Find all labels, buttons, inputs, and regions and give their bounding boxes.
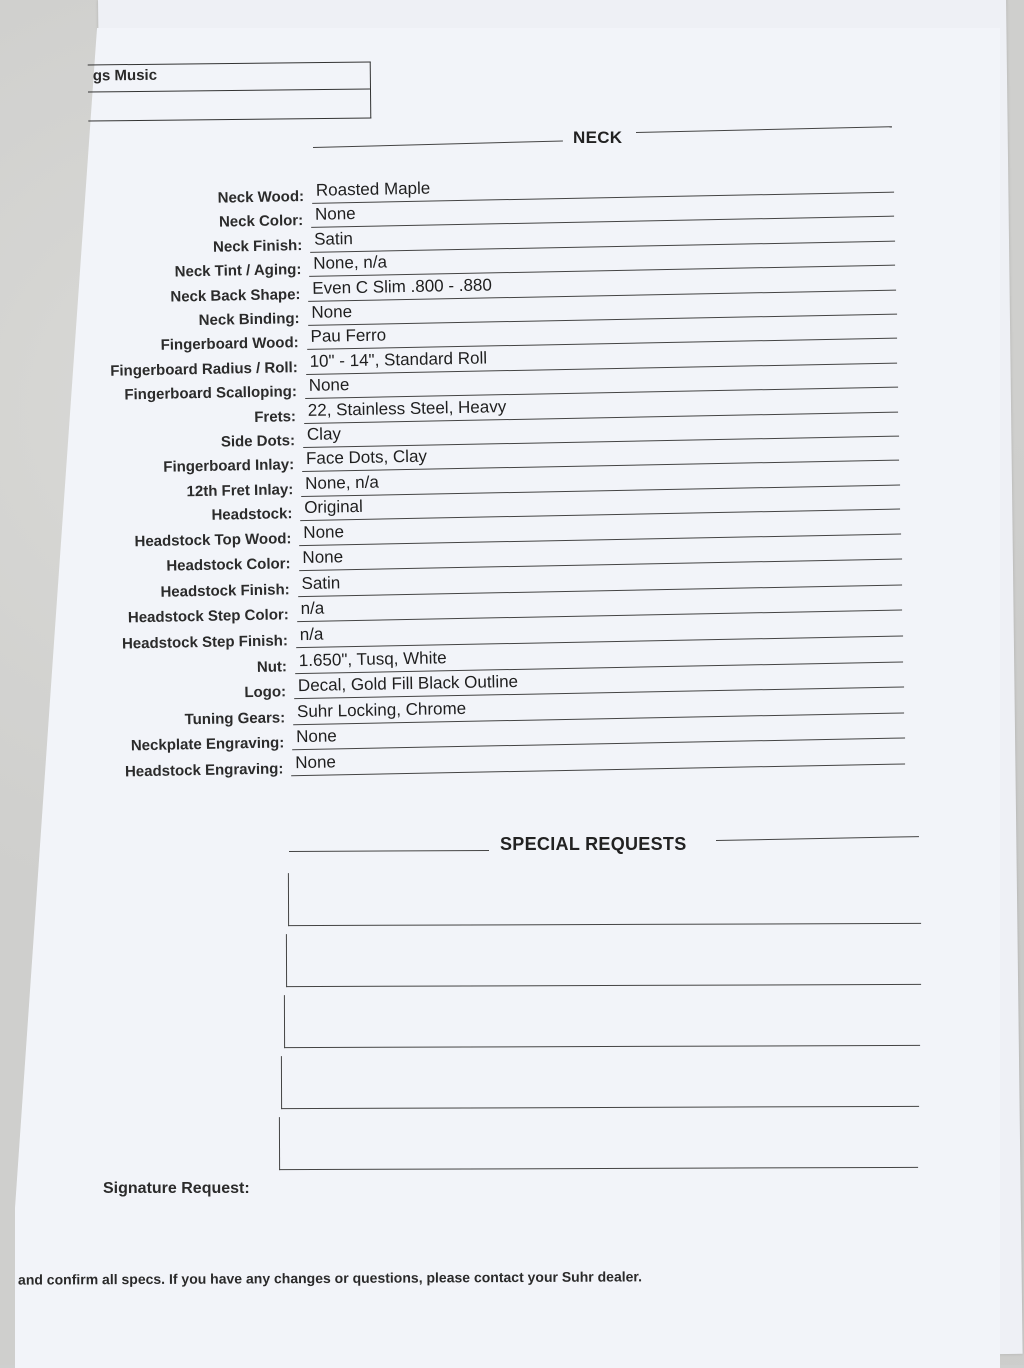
neck-spec-value: Pau Ferro <box>310 325 387 347</box>
neck-spec-label: Neckplate Engraving: <box>130 734 285 755</box>
neck-spec-label: Frets: <box>254 407 297 426</box>
special-request-input-box[interactable] <box>288 871 921 926</box>
neck-spec-label: Neck Color: <box>218 212 304 232</box>
neck-spec-label: Neck Tint / Aging: <box>174 261 302 281</box>
neck-spec-value: 22, Stainless Steel, Heavy <box>307 396 507 420</box>
neck-spec-value: n/a <box>300 598 325 619</box>
neck-spec-label: Headstock Step Finish: <box>121 632 289 653</box>
neck-spec-value: Roasted Maple <box>315 178 431 200</box>
neck-spec-value: None <box>295 752 337 773</box>
neck-spec-label: Headstock Engraving: <box>124 760 284 781</box>
neck-spec-label: Logo: <box>244 683 287 702</box>
dealer-box-divider <box>88 89 370 93</box>
neck-spec-label: Neck Finish: <box>212 236 303 256</box>
special-request-input-box[interactable] <box>284 993 920 1048</box>
neck-spec-label: Headstock: <box>211 505 293 524</box>
neck-spec-value: None <box>311 302 353 322</box>
neck-spec-label: Neck Wood: <box>217 187 305 207</box>
neck-spec-value: n/a <box>299 624 324 645</box>
neck-spec-label: Headstock Step Color: <box>127 606 289 627</box>
neck-spec-label: Fingerboard Inlay: <box>163 456 295 477</box>
neck-spec-value: None <box>308 375 350 396</box>
neck-spec-label: Neck Back Shape: <box>170 285 301 306</box>
neck-spec-value: 10" - 14", Standard Roll <box>309 348 488 371</box>
neck-spec-label: 12th Fret Inlay: <box>186 480 294 501</box>
neck-spec-label: Fingerboard Scalloping: <box>124 383 298 404</box>
neck-spec-label: Fingerboard Radius / Roll: <box>110 358 298 380</box>
neck-spec-value: None <box>303 521 345 542</box>
neck-spec-value: None, n/a <box>304 472 380 493</box>
neck-spec-label: Headstock Finish: <box>160 581 290 601</box>
neck-spec-value: Face Dots, Clay <box>305 447 428 469</box>
neck-spec-value: None <box>314 204 356 225</box>
neck-spec-value: Decal, Gold Fill Black Outline <box>297 672 519 696</box>
neck-spec-label: Side Dots: <box>220 432 296 451</box>
neck-spec-label: Headstock Color: <box>166 555 291 575</box>
footer-note: and confirm all specs. If you have any changes or questions, please contact your Suhr dealer. <box>17 1268 643 1288</box>
neck-spec-label: Neck Binding: <box>198 310 300 330</box>
neck-spec-value: Suhr Locking, Chrome <box>296 698 467 721</box>
special-request-input-box[interactable] <box>279 1115 918 1170</box>
dealer-name: gs Music <box>92 66 158 85</box>
neck-spec-value: Original <box>304 497 363 518</box>
neck-spec-value: None <box>295 726 337 747</box>
neck-spec-value: None, n/a <box>313 252 388 274</box>
neck-spec-value: 1.650", Tusq, White <box>298 647 447 670</box>
neck-spec-label: Headstock Top Wood: <box>134 529 292 550</box>
neck-spec-label: Tuning Gears: <box>184 709 286 729</box>
neck-section-title: NECK <box>573 128 623 147</box>
neck-spec-label: Nut: <box>256 657 288 676</box>
signature-request-label: Signature Request: <box>103 1180 250 1197</box>
special-request-input-box[interactable] <box>286 932 921 987</box>
neck-spec-value: Clay <box>306 424 342 444</box>
neck-spec-value: Satin <box>301 573 341 593</box>
special-requests-title: SPECIAL REQUESTS <box>500 834 687 854</box>
neck-spec-value: Satin <box>313 228 354 249</box>
dealer-box <box>88 62 372 122</box>
neck-spec-label: Fingerboard Wood: <box>160 334 299 355</box>
special-request-input-box[interactable] <box>281 1054 919 1109</box>
neck-spec-value: None <box>302 547 344 568</box>
neck-spec-value: Even C Slim .800 - .880 <box>312 274 493 298</box>
